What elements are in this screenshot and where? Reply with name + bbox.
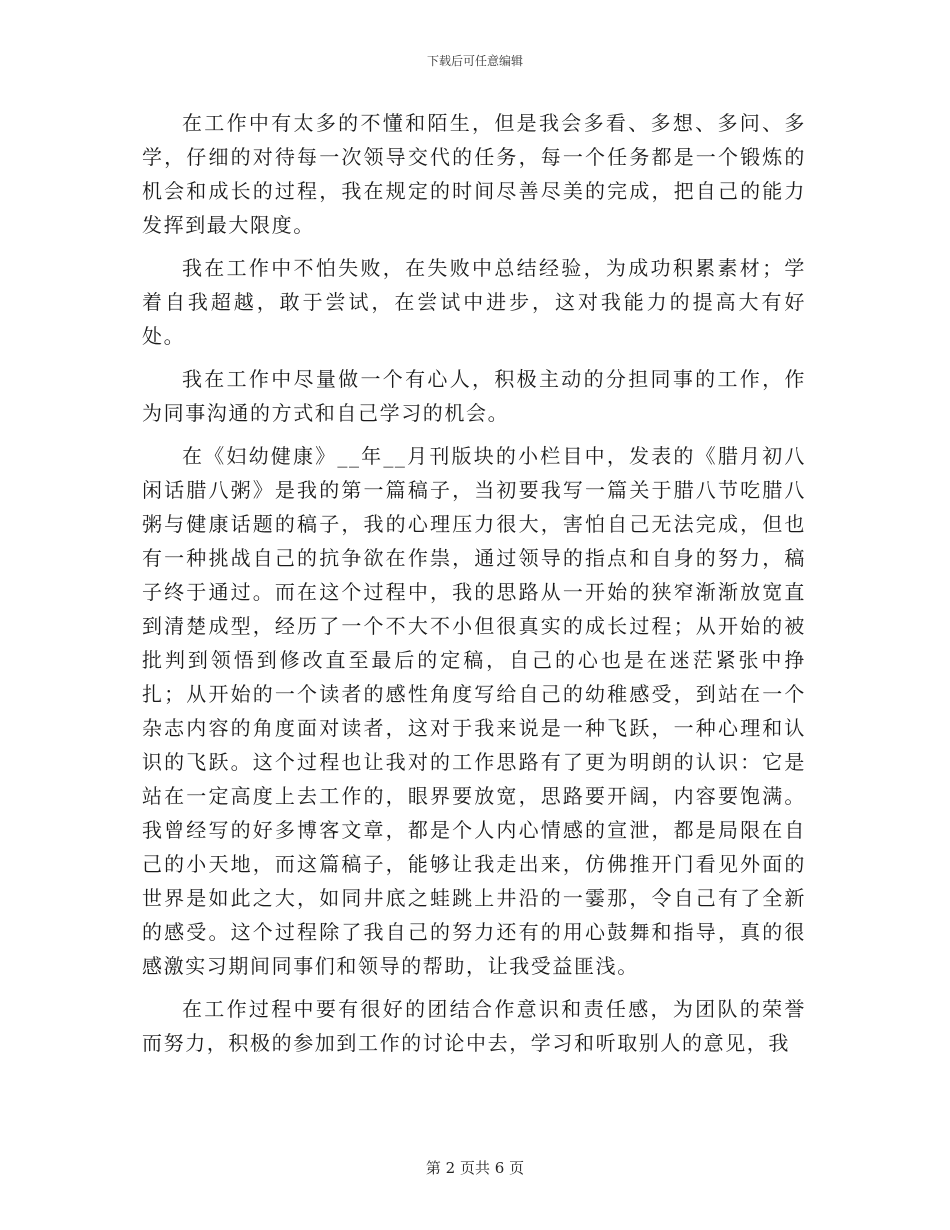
document-body [142,106,806,1069]
paragraph-1: 在工作中有太多的不懂和陌生，但是我会多看、多想、多问、多学，仔细的对待每一次领导交代的任务，每一个任务都是一个锻炼的机会和成长的过程，我在规定的时间尽善尽美的完成，把自己的能力发挥到最大限度。 [142,111,806,237]
paragraph-5: 在工作过程中要有很好的团结合作意识和责任感，为团队的荣誉而努力，积极的参加到工作的讨论中去，学习和听取别人的意见，我 [142,997,806,1055]
page-number-footer: 第 2 页共 6 页 [425,1159,525,1177]
paragraph-3: 我在工作中尽量做一个有心人，积极主动的分担同事的工作，作为同事沟通的方式和自己学习的机会。 [142,367,806,425]
paragraph-4: 在《妇幼健康》__年__月刊版块的小栏目中，发表的《腊月初八闲话腊八粥》是我的第一篇稿子，当初要我写一篇关于腊八节吃腊八粥与健康话题的稿子，我的心理压力很大，害怕自己无法完成，但也有一种挑战自己的抗争欲在作祟，通过领导的指点和自身的努力，稿子终于通过。而在这个过程中，我的思路从一开始的狭窄渐渐放宽直到清楚成型，经历了一个不大不小但很真实的成长过程；从开始的被批判到领悟到修改直至最后的定稿，自己的心也是在迷茫紧张中挣扎；从开始的一个读者的感性角度写给自己的幼稚感受，到站在一个杂志内容的角度面对读者，这对于我来说是一种飞跃，一种心理和认识的飞跃。这个过程也让我对的工作思路有了更为明朗的认识：它是站在一定高度上去工作的，眼界要放宽，思路要开阔，内容要饱满。我曾经写的好多博客文章，都是个人内心情感的宣泄，都是局限在自己的小天地，而这篇稿子，能够让我走出来，仿佛推开门看见外面的世界是如此之大，如同井底之蛙跳上井沿的一霎那，令自己有了全新的感受。这个过程除了我自己的努力还有的用心鼓舞和指导，真的很感激实习期间同事们和领导的帮助，让我受益匪浅。 [142,444,806,978]
page-header: 下载后可任意编辑 [426,54,523,68]
paragraph-2: 我在工作中不怕失败，在失败中总结经验，为成功积累素材；学着自我超越，敢于尝试，在尝试中进步，这对我能力的提高大有好处。 [142,256,806,348]
